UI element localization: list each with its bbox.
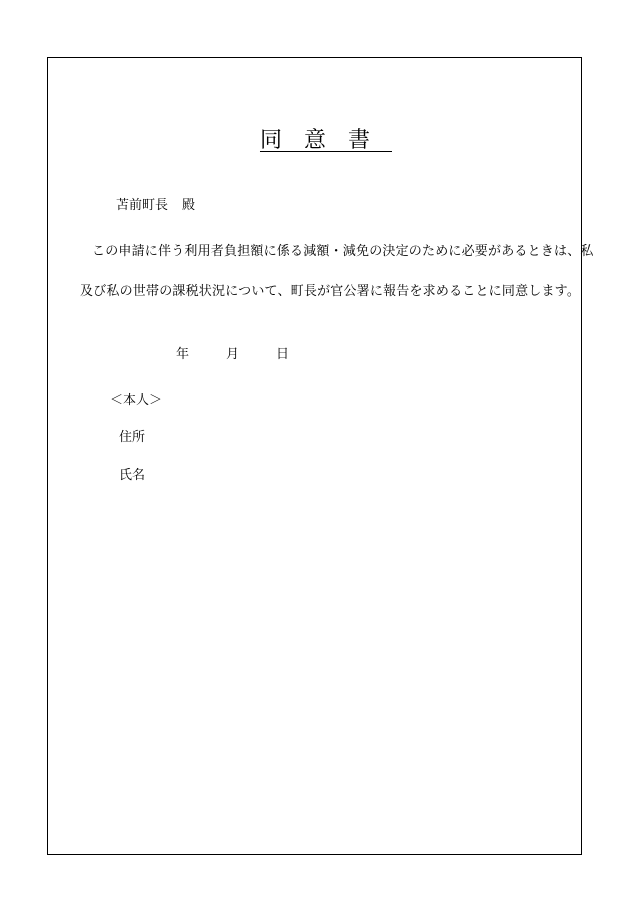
addressee-line	[116, 198, 195, 214]
address-label: 住所	[119, 430, 146, 445]
date-day-label: 日	[276, 347, 290, 362]
consent-text-line-1: この申請に伴う利用者負担額に係る減額・減免の決定のために必要があるときは、私	[92, 244, 594, 259]
consent-text-line-2: 及び私の世帯の課税状況について、町長が官公署に報告を求めることに同意します。	[80, 284, 581, 299]
date-month-label: 月	[226, 347, 240, 362]
document-title	[0, 128, 630, 154]
name-label: 氏名	[119, 468, 146, 483]
person-section-label: ＜本人＞	[110, 393, 163, 408]
addressee-honorific: 殿	[182, 198, 196, 213]
form-border	[47, 57, 582, 855]
addressee-name: 苫前町長	[116, 198, 169, 213]
date-year-label: 年	[176, 347, 190, 362]
document-title-text: 同意書	[259, 128, 392, 153]
